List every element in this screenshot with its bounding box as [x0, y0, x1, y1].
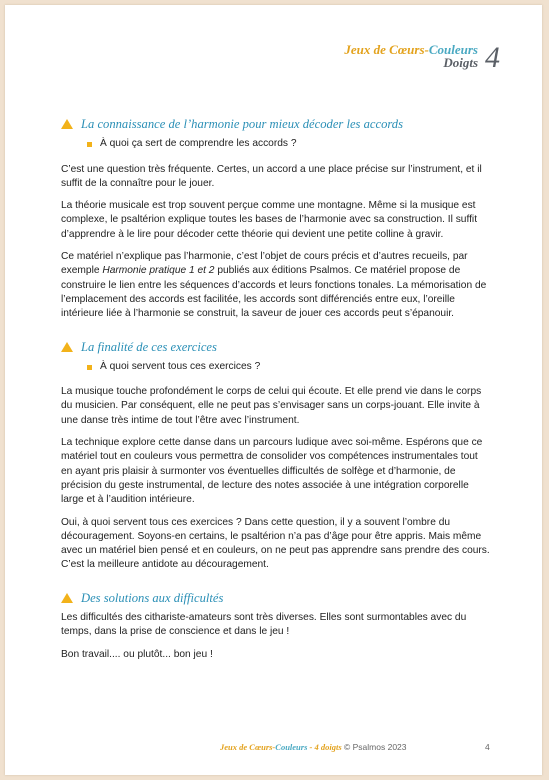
paragraph: Bon travail.... ou plutôt... bon jeu !: [61, 648, 213, 660]
paragraph: La musique touche profondément le corps de celui qui écoute. Et elle prend vie dans le corps du musicien. Par conséquent, elle ne peut pas s’envisager sans un corps-jouant. Elle invite à une danse très intime de tout l’être avec l’instrument.: [61, 386, 482, 426]
section-heading: La finalité de ces exercices: [61, 340, 491, 354]
square-bullet-icon: [87, 142, 92, 147]
paragraph: Oui, à quoi servent tous ces exercices ? Dans cette question, il y a souvent l’ombre du découragement. Soyons-en certains, le psaltérion n’a pas d’âge pour être appris. Mais même avec un matériel bien pensé et en couleurs, on ne peut pas apprendre sans prendre des cours. C’est la meilleure antidote au découragement.: [61, 516, 490, 571]
question-item: À quoi ça sert de comprendre les accords ?: [87, 137, 491, 151]
brand-doigts: Doigts: [443, 55, 478, 70]
page-footer: Jeux de Cœurs-Couleurs - 4 doigts © Psalmos 2023: [220, 742, 407, 752]
paragraph: La théorie musicale est trop souvent perçue comme une montagne. Même si la musique est complexe, le psaltérion explique toutes les bases de l’harmonie avec sa construction. Il suffit d’apprendre à le lire pour décoder cette théorie qui devient une petite colline à gravir.: [61, 200, 478, 240]
question-item: À quoi servent tous ces exercices ?: [87, 360, 491, 374]
warning-triangle-icon: [61, 342, 73, 352]
paragraph: La technique explore cette danse dans un parcours ludique avec soi-même. Espérons que ce matériel tout en couleurs vous permettra de consolider vos compétences instrumentales tout en ayant pris plaisir à surmonter vos éventuelles difficultés de solfège et d’harmonie, de précision du geste instrumental, de lecture des notes associée à une intégration corporelle large et à l’audition intérieure.: [61, 437, 483, 506]
warning-triangle-icon: [61, 593, 73, 603]
document-page: [5, 5, 542, 775]
section-heading: La connaissance de l’harmonie pour mieux décoder les accords: [61, 117, 491, 131]
copyright: © Psalmos 2023: [341, 742, 407, 752]
main-content: [61, 117, 491, 670]
square-bullet-icon: [87, 365, 92, 370]
brand-title: Jeux de Cœurs-Couleurs: [344, 42, 478, 57]
warning-triangle-icon: [61, 119, 73, 129]
page-number: 4: [485, 742, 490, 752]
book-title: Harmonie pratique 1 et 2: [102, 265, 215, 277]
brand-logo: [344, 43, 478, 69]
paragraph: Les difficultés des cithariste-amateurs sont très diverses. Elles sont surmontables avec du temps, dans la prise de conscience et dans le jeu !: [61, 612, 467, 638]
paragraph: C’est une question très fréquente. Certes, un accord a une place précise sur l’instrument, et il suffit de la connaître pour le jouer.: [61, 163, 482, 189]
section-heading: Des solutions aux difficultés: [61, 591, 491, 605]
paragraph: Ce matériel n’explique pas l’harmonie, c’est l’objet de cours précis et d’autres recueils, par exemple Harmonie pratique 1 et 2 publiés aux éditions Psalmos. Ce matériel propose de construire le lien entre les séquences d’accords et leurs fonctions tonales. La mémorisation de l’emplacement des accords est facilitée, les accords sont différenciés entre eux, l’oreille intérieure liée à l’harmonie se construit, la saveur de jouer ces accords peut s’épanouir.: [61, 251, 487, 320]
brand-number: 4: [485, 41, 500, 74]
